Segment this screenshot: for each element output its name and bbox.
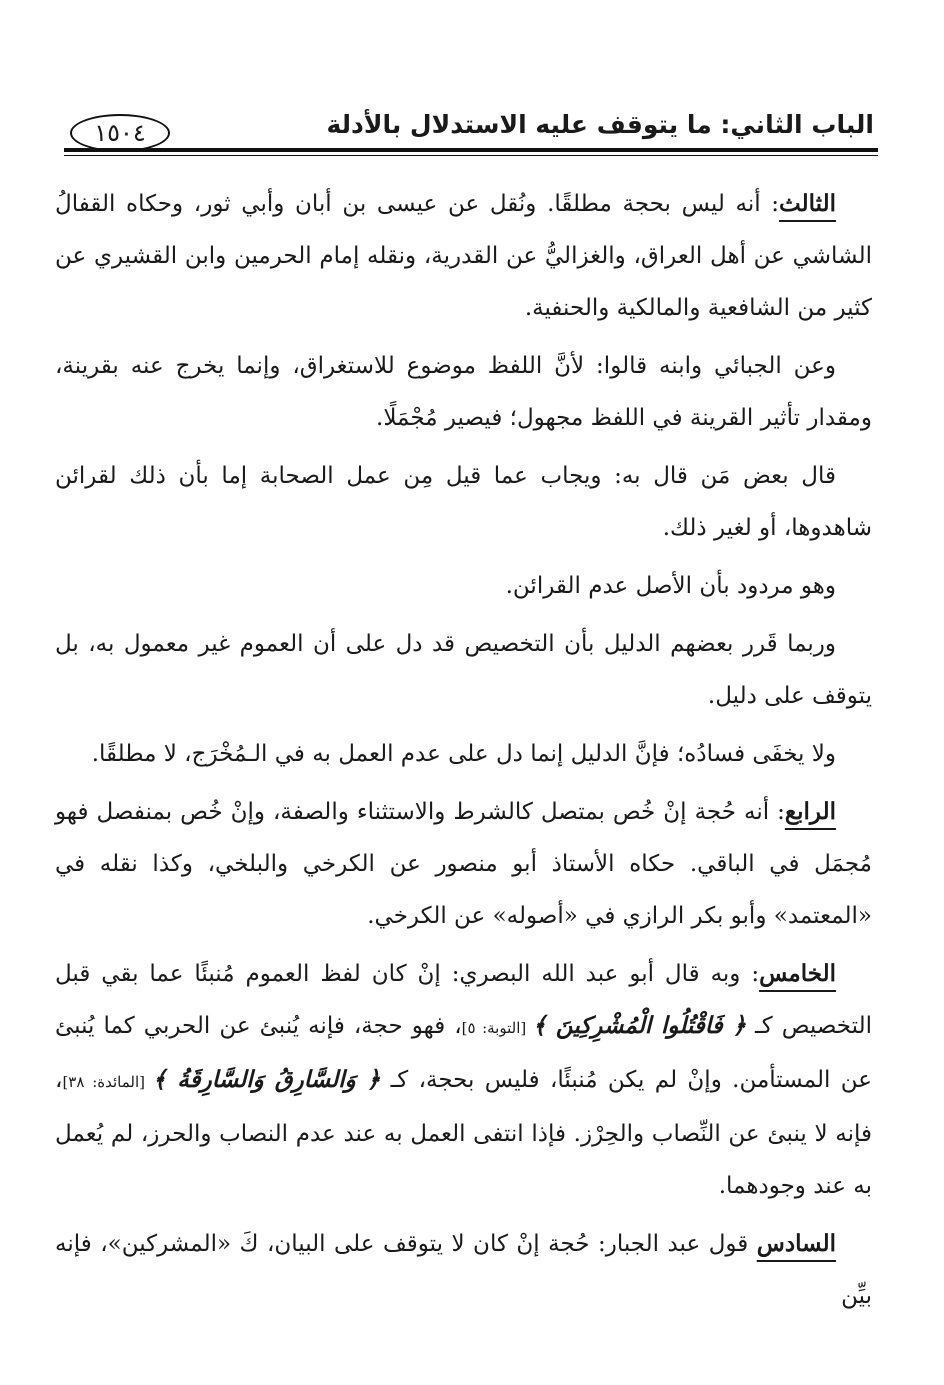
paragraph-third-view xyxy=(55,178,872,334)
paragraph-text: : وبه قال أبو عبد الله البصري: إنْ كان لفظ العموم مُنبئًا عما بقي قبل التخصيص كـ xyxy=(55,961,872,1039)
section-lead-third: الثالث xyxy=(779,190,836,217)
paragraph-text: وربما قَرر بعضهم الدليل بأن التخصيص قد دل على أن العموم غير معمول به، بل يتوقف على دليل. xyxy=(55,631,872,709)
quran-verse: ﴿ فَاقْتُلُوا الْمُشْرِكِينَ ﴾ xyxy=(532,1012,746,1039)
paragraph-text: ، فهو حجة، فإنه يُنبئ عن الحربي كما يُنبئ عن المستأمن. وإنْ لم يكن مُنبئًا، فليس بحجة، كـ xyxy=(55,1013,872,1093)
paragraph-rebuttal xyxy=(55,560,872,612)
page-body xyxy=(55,178,872,1325)
paragraph-text: وعن الجبائي وابنه قالوا: لأنَّ اللفظ موضوع للاستغراق، وإنما يخرج عنه بقرينة، ومقدار تأثير القرينة في اللفظ مجهول؛ فيصير مُجْمَلًا. xyxy=(55,353,872,431)
paragraph-invalidity xyxy=(55,728,872,780)
paragraph-fourth-view xyxy=(55,786,872,942)
paragraph-sixth-view xyxy=(55,1218,872,1322)
paragraph-text: : أنه ليس بحجة مطلقًا. ونُقل عن عيسى بن أبان وأبي ثور، وحكاه القفالُ الشاشي عن أهل العراق، والغزاليُّ عن القدرية، ونقله إمام الحرمين وابن القشيري عن كثير من الشافعية والمالكية والحنفية. xyxy=(55,191,872,321)
section-lead-fourth: الرابع xyxy=(784,798,836,825)
verse-reference: [التوبة: ٥] xyxy=(461,1019,533,1037)
paragraph-text: ولا يخفَى فسادُه؛ فإنَّ الدليل إنما دل على عدم العمل به في الـمُخْرَج، لا مطلقًا. xyxy=(91,741,836,767)
header-rule-thick xyxy=(64,148,878,152)
paragraph-text: ، فإنه لا ينبئ عن النِّصاب والحِرْز. فإذا انتفى العمل به عند عدم النصاب والحرز، لم يُعمل به عند وجودهما. xyxy=(55,1067,872,1199)
paragraph-text: وهو مردود بأن الأصل عدم القرائن. xyxy=(505,573,836,599)
page-number-badge: ١٥٠٤ xyxy=(70,114,170,152)
paragraph-text: قول عبد الجبار: حُجة إنْ كان لا يتوقف على البيان، كَ «المشركين»، فإنه بيِّن xyxy=(55,1231,872,1309)
section-lead-fifth: الخامس xyxy=(759,960,836,987)
paragraph-text: : أنه حُجة إنْ خُص بمتصل كالشرط والاستثناء والصفة، وإنْ خُص بمنفصل فهو مُجمَل في الباقي. حكاه الأستاذ أبو منصور عن الكرخي والبلخي، وكذا نقله في «المعتمد» وأبو بكر الرازي في «أصوله» عن الكرخي. xyxy=(55,799,872,929)
quran-verse: ﴿ وَالسَّارِقُ وَالسَّارِقَةُ ﴾ xyxy=(152,1066,381,1093)
chapter-title: الباب الثاني: ما يتوقف عليه الاستدلال بالأدلة xyxy=(326,110,874,139)
paragraph-text: قال بعض مَن قال به: ويجاب عما قيل مِن عمل الصحابة إما بأن ذلك لقرائن شاهدوها، أو لغير ذلك. xyxy=(55,463,872,541)
section-lead-sixth: السادس xyxy=(756,1230,836,1257)
paragraph-argument xyxy=(55,618,872,722)
paragraph-reply xyxy=(55,450,872,554)
paragraph-jubbai xyxy=(55,340,872,444)
header-rule-thin xyxy=(64,155,878,156)
verse-reference: [المائدة: ٣٨] xyxy=(62,1073,153,1091)
paragraph-fifth-view xyxy=(55,948,872,1212)
